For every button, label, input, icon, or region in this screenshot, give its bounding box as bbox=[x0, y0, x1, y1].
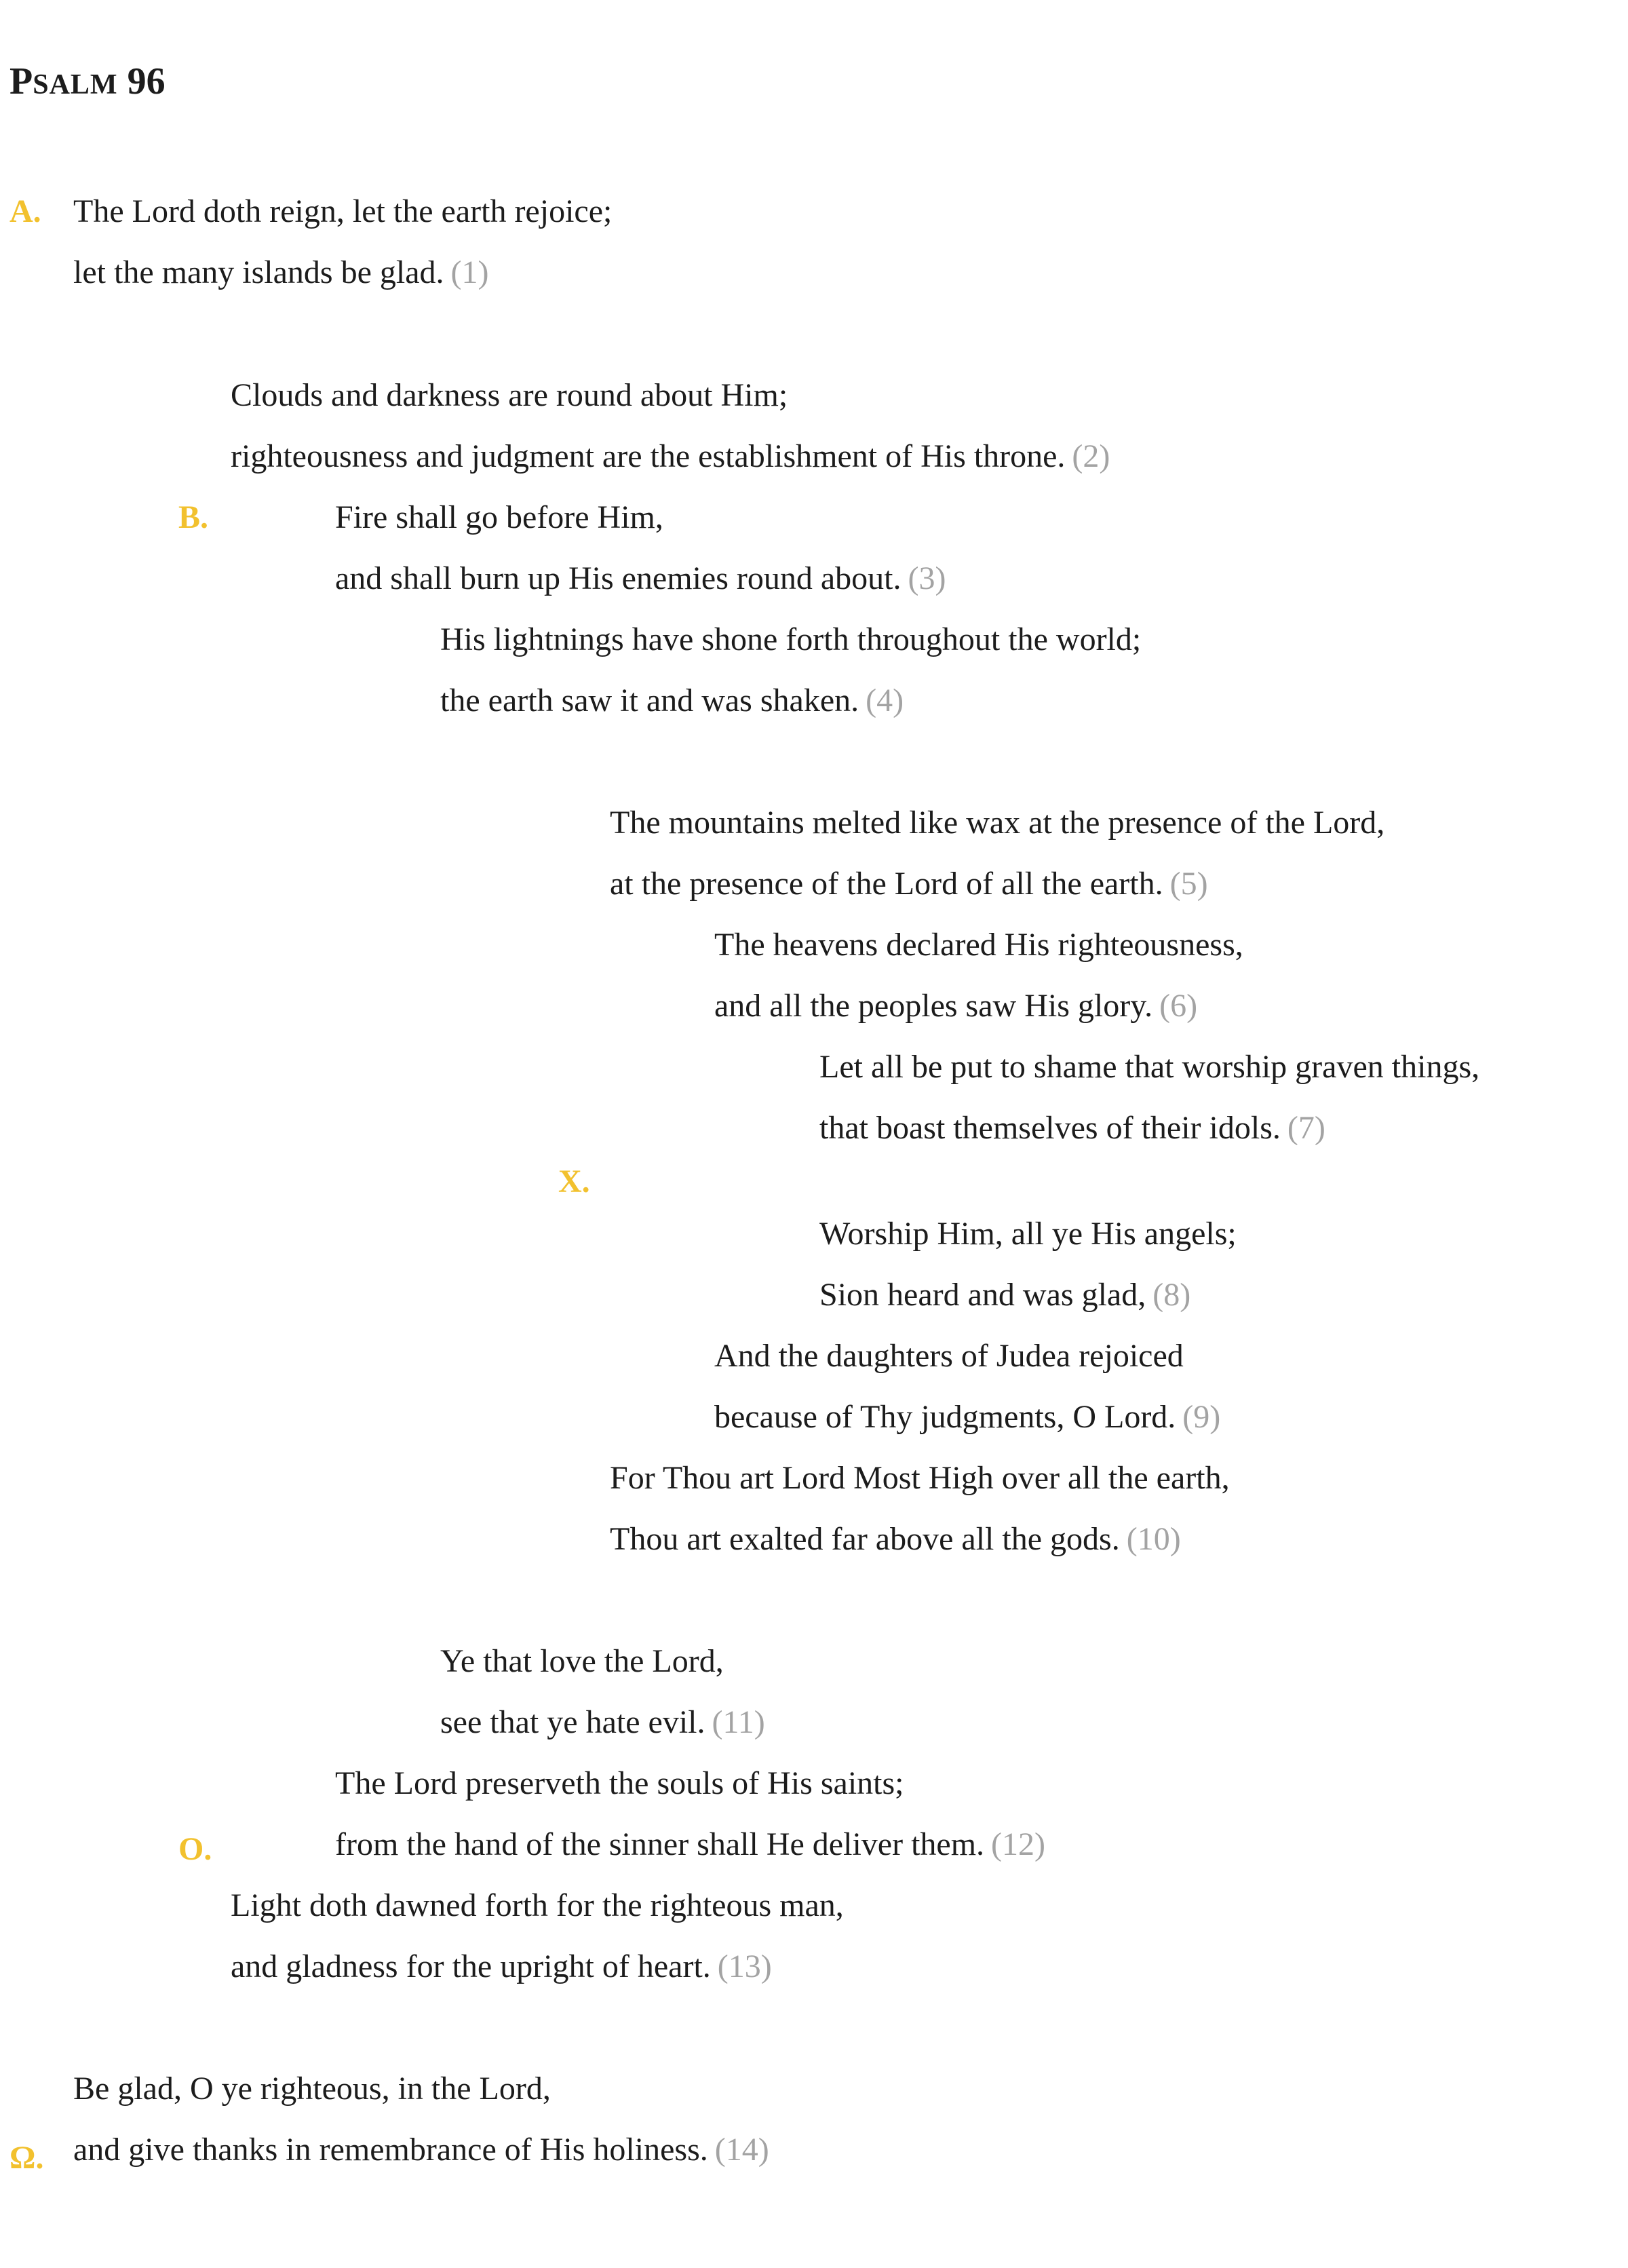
section-marker-x: X. bbox=[558, 1164, 590, 1199]
verse-text: Clouds and darkness are round about Him; bbox=[231, 377, 788, 413]
verse-line bbox=[610, 1519, 1181, 1560]
verse-line bbox=[714, 1336, 1184, 1377]
verse-line bbox=[714, 986, 1197, 1026]
verse-line bbox=[335, 1824, 1045, 1865]
verse-text: Fire shall go before Him, bbox=[335, 499, 663, 535]
section-marker-a: A. bbox=[9, 193, 41, 229]
verse-number: (2) bbox=[1072, 438, 1110, 474]
verse-line bbox=[610, 1458, 1230, 1499]
verse-text: Sion heard and was glad, bbox=[819, 1277, 1146, 1313]
verse-line bbox=[819, 1047, 1479, 1088]
verse-text: The mountains melted like wax at the presence of the Lord, bbox=[610, 805, 1385, 841]
verse-number: (5) bbox=[1169, 866, 1208, 902]
verse-line bbox=[73, 2069, 551, 2109]
verse-text: and all the peoples saw His glory. bbox=[714, 988, 1153, 1024]
verse-text: righteousness and judgment are the establishment of His throne. bbox=[231, 438, 1066, 474]
verse-number: (9) bbox=[1182, 1399, 1221, 1435]
verse-text: Be glad, O ye righteous, in the Lord, bbox=[73, 2071, 551, 2107]
verse-number: (10) bbox=[1126, 1521, 1181, 1557]
section-marker-omega: Ω. bbox=[9, 2140, 44, 2176]
verse-text: For Thou art Lord Most High over all the earth, bbox=[610, 1460, 1230, 1496]
verse-line bbox=[714, 1397, 1220, 1438]
verse-line bbox=[335, 558, 946, 599]
title-rest: SALM bbox=[33, 69, 118, 100]
verse-line bbox=[73, 191, 612, 232]
verse-line bbox=[440, 680, 904, 721]
verse-line bbox=[231, 1885, 844, 1926]
verse-number: (3) bbox=[908, 560, 946, 596]
verse-text: Thou art exalted far above all the gods. bbox=[610, 1521, 1120, 1557]
verse-text: His lightnings have shone forth throughout the world; bbox=[440, 621, 1142, 657]
verse-line bbox=[819, 1108, 1325, 1149]
verse-text: see that ye hate evil. bbox=[440, 1704, 705, 1740]
verse-number: (7) bbox=[1287, 1110, 1325, 1146]
verse-line bbox=[73, 252, 489, 293]
verse-text: at the presence of the Lord of all the earth. bbox=[610, 866, 1163, 902]
verse-number: (11) bbox=[712, 1704, 765, 1740]
verse-text: and give thanks in remembrance of His holiness. bbox=[73, 2132, 708, 2168]
verse-number: (13) bbox=[717, 1948, 772, 1984]
verse-line bbox=[440, 1702, 765, 1743]
verse-text: Ye that love the Lord, bbox=[440, 1643, 724, 1679]
verse-text: The heavens declared His righteousness, bbox=[714, 927, 1243, 963]
verse-text: Let all be put to shame that worship graven things, bbox=[819, 1049, 1480, 1085]
section-marker-b: B. bbox=[178, 499, 209, 535]
verse-text: The Lord preserveth the souls of His saints; bbox=[335, 1765, 904, 1801]
verse-number: (14) bbox=[714, 2132, 769, 2168]
verse-text: that boast themselves of their idols. bbox=[819, 1110, 1281, 1146]
verse-text: And the daughters of Judea rejoiced bbox=[714, 1338, 1184, 1374]
verse-line bbox=[610, 864, 1208, 904]
verse-text: from the hand of the sinner shall He deliver them. bbox=[335, 1826, 985, 1862]
verse-number: (6) bbox=[1159, 988, 1198, 1024]
verse-line bbox=[819, 1275, 1190, 1315]
verse-line bbox=[335, 497, 663, 538]
verse-number: (12) bbox=[991, 1826, 1046, 1862]
verse-line bbox=[335, 1763, 904, 1804]
verse-text: because of Thy judgments, O Lord. bbox=[714, 1399, 1176, 1435]
verse-number: (8) bbox=[1152, 1277, 1191, 1313]
verse-line bbox=[231, 436, 1110, 477]
verse-line bbox=[714, 925, 1243, 965]
verse-text: Worship Him, all ye His angels; bbox=[819, 1216, 1237, 1252]
title-initial: P bbox=[9, 60, 33, 102]
verse-line bbox=[610, 803, 1384, 843]
verse-line bbox=[440, 619, 1141, 660]
verse-text: Light doth dawned forth for the righteous man, bbox=[231, 1887, 844, 1923]
verse-text: and gladness for the upright of heart. bbox=[231, 1948, 711, 1984]
verse-text: the earth saw it and was shaken. bbox=[440, 683, 859, 718]
verse-number: (4) bbox=[866, 683, 904, 718]
title-number: 96 bbox=[127, 60, 166, 102]
verse-number: (1) bbox=[450, 254, 489, 290]
verse-line bbox=[440, 1641, 724, 1682]
verse-text: let the many islands be glad. bbox=[73, 254, 444, 290]
verse-text: and shall burn up His enemies round about. bbox=[335, 560, 902, 596]
verse-text: The Lord doth reign, let the earth rejoice; bbox=[73, 193, 613, 229]
section-marker-o: O. bbox=[178, 1831, 212, 1867]
verse-line bbox=[231, 375, 788, 416]
verse-line bbox=[231, 1946, 772, 1987]
page-title bbox=[9, 60, 166, 103]
verse-line bbox=[73, 2130, 769, 2170]
verse-line bbox=[819, 1214, 1237, 1254]
